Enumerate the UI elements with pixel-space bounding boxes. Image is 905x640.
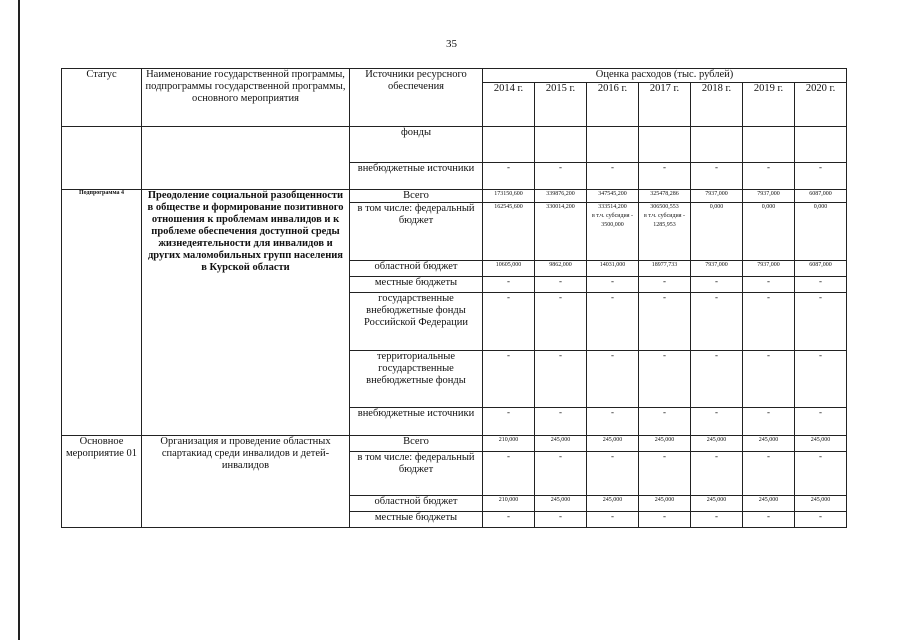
source-cell: местные бюджеты — [350, 512, 483, 528]
value-cell: 347545,200 — [587, 190, 639, 203]
value-cell: 6087,000 — [795, 261, 847, 277]
value-cell: - — [535, 408, 587, 436]
value-cell: - — [483, 351, 535, 408]
value-cell: 210,000 — [483, 496, 535, 512]
header-year: 2017 г. — [639, 83, 691, 127]
value-cell: - — [483, 512, 535, 528]
header-year: 2015 г. — [535, 83, 587, 127]
value-cell: - — [743, 512, 795, 528]
value-cell: - — [639, 452, 691, 496]
value-cell: 245,000 — [795, 436, 847, 452]
value-cell: - — [639, 351, 691, 408]
header-name: Наименование государственной программы, подпрограммы государственной программы, основного мероприятия — [142, 69, 350, 127]
value-cell: 7937,000 — [691, 190, 743, 203]
value-cell: - — [535, 293, 587, 351]
header-sources: Источники ресурсного обеспечения — [350, 69, 483, 127]
status-cell — [62, 127, 142, 190]
header-year: 2014 г. — [483, 83, 535, 127]
value-cell: - — [743, 408, 795, 436]
value-cell: - — [639, 293, 691, 351]
subprogram-status: Подпрограмма 4 — [62, 190, 142, 436]
value-cell: 245,000 — [639, 496, 691, 512]
header-year: 2018 г. — [691, 83, 743, 127]
value-cell: - — [795, 277, 847, 293]
value-cell: - — [587, 351, 639, 408]
value-cell: - — [743, 293, 795, 351]
value-cell: - — [587, 408, 639, 436]
activity-status: Основное мероприятие 01 — [62, 436, 142, 528]
value-cell: - — [639, 277, 691, 293]
value-cell: 7937,000 — [691, 261, 743, 277]
source-cell: в том числе: федеральный бюджет — [350, 203, 483, 261]
value-cell: - — [535, 351, 587, 408]
value-cell: 7937,000 — [743, 261, 795, 277]
header-year: 2019 г. — [743, 83, 795, 127]
activity-name: Организация и проведение областных спартакиад среди инвалидов и детей-инвалидов — [142, 436, 350, 528]
table-row — [62, 436, 847, 452]
source-cell: государственные внебюджетные фонды Российской Федерации — [350, 293, 483, 351]
value-cell: - — [587, 293, 639, 351]
source-cell: внебюджетные источники — [350, 163, 483, 190]
value-cell: 245,000 — [587, 496, 639, 512]
value-cell: 245,000 — [535, 496, 587, 512]
value-cell: - — [639, 408, 691, 436]
value-cell: 210,000 — [483, 436, 535, 452]
header-estimate: Оценка расходов (тыс. рублей) — [483, 69, 847, 83]
source-cell: местные бюджеты — [350, 277, 483, 293]
value-cell: - — [535, 512, 587, 528]
source-cell: фонды — [350, 127, 483, 163]
value-cell: - — [535, 452, 587, 496]
header-year: 2016 г. — [587, 83, 639, 127]
value-cell: 18977,733 — [639, 261, 691, 277]
value-cell: 245,000 — [691, 436, 743, 452]
value-cell: 9862,000 — [535, 261, 587, 277]
value-cell: - — [587, 163, 639, 190]
subsidy-note: в т.ч. субсидия - 3500,000 — [592, 213, 633, 228]
value-cell: - — [587, 277, 639, 293]
source-cell: Всего — [350, 190, 483, 203]
header-row-1 — [62, 69, 847, 83]
header-year: 2020 г. — [795, 83, 847, 127]
value-cell: - — [691, 408, 743, 436]
value-cell: - — [483, 452, 535, 496]
value-cell: - — [743, 277, 795, 293]
value-cell: 245,000 — [535, 436, 587, 452]
value-cell: 245,000 — [691, 496, 743, 512]
value-cell: 173150,600 — [483, 190, 535, 203]
budget-table — [61, 68, 847, 528]
value-cell: - — [795, 293, 847, 351]
source-cell: внебюджетные источники — [350, 408, 483, 436]
value-cell: 245,000 — [743, 496, 795, 512]
value-cell: - — [587, 452, 639, 496]
subsidy-note: в т.ч. субсидия - 1285,953 — [644, 213, 685, 228]
value-cell: 306500,553 в т.ч. субсидия - 1285,953 — [639, 203, 691, 261]
value-cell: 10605,000 — [483, 261, 535, 277]
value-cell: - — [483, 277, 535, 293]
subprogram-name: Преодоление социальной разобщенности в обществе и формирование позитивного отношения к проблемам инвалидов и к проблеме обеспечения доступной среды жизнедеятельности для инвалидов и других маломобильных групп населения в Курской области — [142, 190, 350, 436]
value-cell: 245,000 — [795, 496, 847, 512]
value-cell: 245,000 — [587, 436, 639, 452]
value-cell: 14031,000 — [587, 261, 639, 277]
page-number: 35 — [446, 38, 457, 50]
value-cell: 7937,000 — [743, 190, 795, 203]
value-cell: - — [483, 408, 535, 436]
value-cell: 245,000 — [743, 436, 795, 452]
value-cell: - — [587, 512, 639, 528]
value-cell: - — [535, 163, 587, 190]
value-cell: - — [691, 512, 743, 528]
value-cell: - — [483, 163, 535, 190]
value-cell: - — [691, 163, 743, 190]
value-cell: 0,000 — [691, 203, 743, 261]
name-cell — [142, 127, 350, 190]
source-cell: областной бюджет — [350, 261, 483, 277]
value-cell: 162545,600 — [483, 203, 535, 261]
page-left-border — [18, 0, 20, 640]
value-cell: - — [691, 452, 743, 496]
value-cell: - — [691, 277, 743, 293]
source-cell: областной бюджет — [350, 496, 483, 512]
value-cell: - — [639, 163, 691, 190]
source-cell: в том числе: федеральный бюджет — [350, 452, 483, 496]
value-cell: - — [743, 351, 795, 408]
table-row — [62, 190, 847, 203]
value-cell: 245,000 — [639, 436, 691, 452]
value-cell: - — [691, 351, 743, 408]
source-cell: территориальные государственные внебюджетные фонды — [350, 351, 483, 408]
value-cell: - — [691, 293, 743, 351]
value-cell: 330014,200 — [535, 203, 587, 261]
value-cell: - — [795, 163, 847, 190]
source-cell: Всего — [350, 436, 483, 452]
value-cell: - — [743, 452, 795, 496]
value-cell: 0,000 — [795, 203, 847, 261]
value-cell: - — [639, 512, 691, 528]
value-cell: 6087,000 — [795, 190, 847, 203]
value-cell: 339876,200 — [535, 190, 587, 203]
value-cell: - — [743, 163, 795, 190]
value-cell: - — [483, 293, 535, 351]
value-cell: - — [535, 277, 587, 293]
value-cell: - — [795, 512, 847, 528]
header-status: Статус — [62, 69, 142, 127]
value-cell: 325478,286 — [639, 190, 691, 203]
value-cell: - — [795, 408, 847, 436]
table-row — [62, 127, 847, 163]
value-cell: 333514,200 в т.ч. субсидия - 3500,000 — [587, 203, 639, 261]
value-cell: 0,000 — [743, 203, 795, 261]
value-cell: - — [795, 452, 847, 496]
value-cell: - — [795, 351, 847, 408]
